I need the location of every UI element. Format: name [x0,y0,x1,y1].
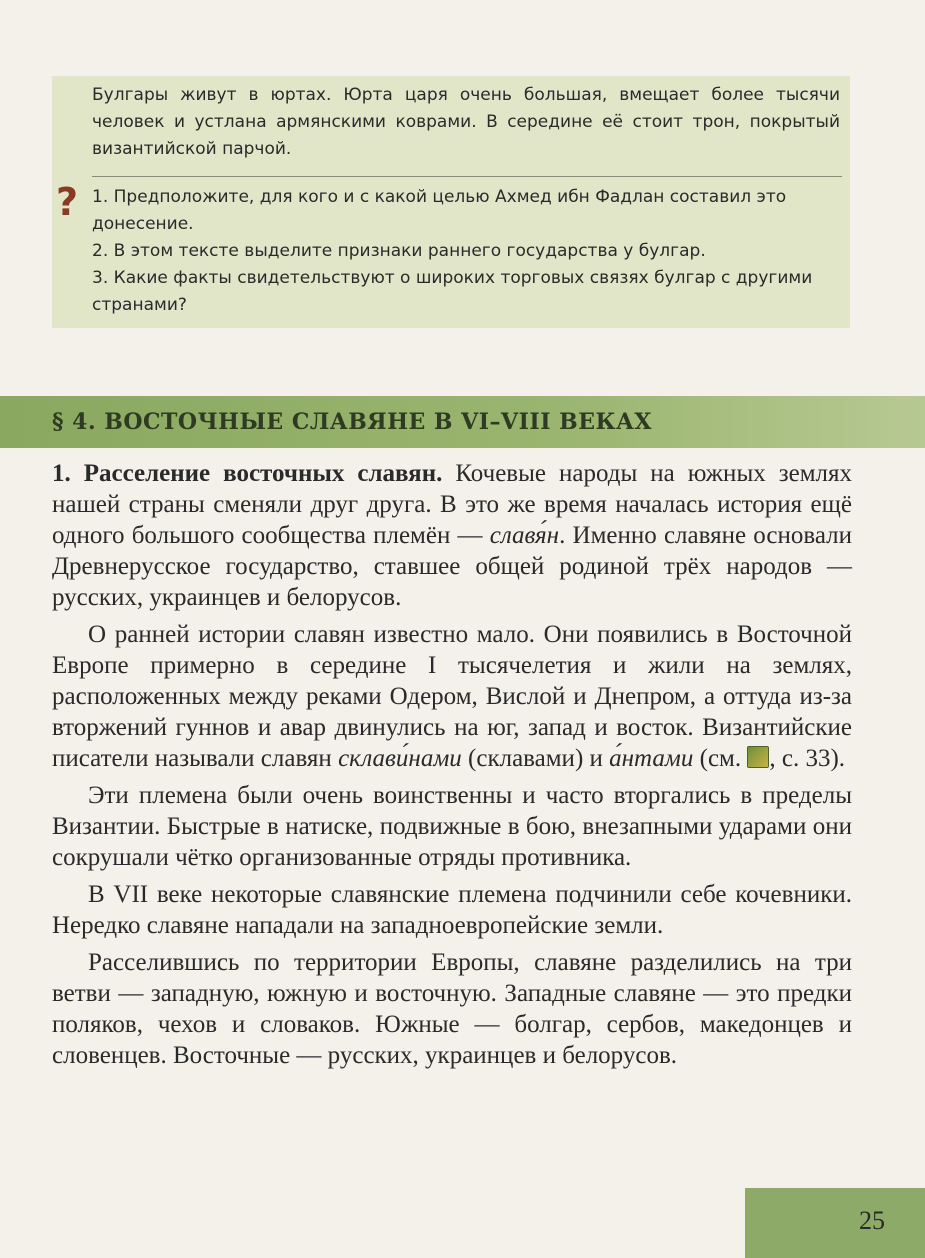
main-text [52,458,852,1071]
page-number: 25 [859,1206,885,1235]
subsection-heading: 1. Расселение восточных славян. [52,460,443,487]
text-run: (склавами) и [461,745,610,772]
question-item: 3. Какие факты свидетельствуют о широких торговых связях булгар с другими странами? [92,268,813,315]
text-run: О ранней истории славян известно мало. Они появились в Восточной Европе примерно в середине I тысячелетия и жили на землях, расположенных между реками Одером, Вислой и Днепром, а оттуда из-за вторжений гуннов и авар двинулись на юг, запад и восток. Византийские писатели называли славян [52,621,852,772]
term: склави́нами [338,745,462,772]
paragraph-2 [52,619,852,774]
text-run: . Именно славяне основали Древнерусское государство, ставшее общей родиной трёх народов — русских, украинцев и белорусов. [52,522,852,611]
paragraph-4: В VII веке некоторые славянские племена подчинили себе кочевники. Нередко славяне нападали на западноевропейские земли. [52,881,852,939]
map-icon [747,746,769,768]
source-excerpt-box [52,76,850,328]
paragraph-1 [52,458,852,613]
text-run: , с. 33). [769,745,846,772]
paragraph-3: Эти племена были очень воинственны и часто вторгались в пределы Византии. Быстрые в натиске, подвижные в бою, внезапными ударами они сокрушали чётко организованные отряды противника. [52,782,852,871]
term: а́нтами [609,745,694,772]
term: славя́н [489,522,560,549]
questions-list [92,184,842,319]
section-title: § 4. ВОСТОЧНЫЕ СЛАВЯНЕ В VI–VIII ВЕКАХ [52,409,653,435]
question-item: 1. Предположите, для кого и с какой целью Ахмед ибн Фадлан составил это донесение. [92,187,787,234]
text-run: (см. [693,745,748,772]
question-mark-icon: ? [56,180,79,224]
section-header-bar [0,396,925,448]
page-number-tab [745,1188,925,1258]
question-item: 2. В этом тексте выделите признаки раннего государства у булгар. [92,241,706,261]
text-run: Кочевые народы на южных землях нашей страны сменяли друг друга. В это же время началась история ещё одного большого сообщества племён — [52,460,852,549]
paragraph-5: Расселившись по территории Европы, славяне разделились на три ветви — западную, южную и восточную. Западные славяне — это предки поляков, чехов и словаков. Южные — болгар, сербов, македонцев и словенцев. Восточные — русских, украинцев и белорусов. [52,949,852,1069]
divider [92,176,842,177]
source-excerpt-text: Булгары живут в юртах. Юрта царя очень большая, вмещает более тысячи человек и устлана армянскими коврами. В середине её стоит трон, покрытый византийской парчой. [92,85,840,159]
